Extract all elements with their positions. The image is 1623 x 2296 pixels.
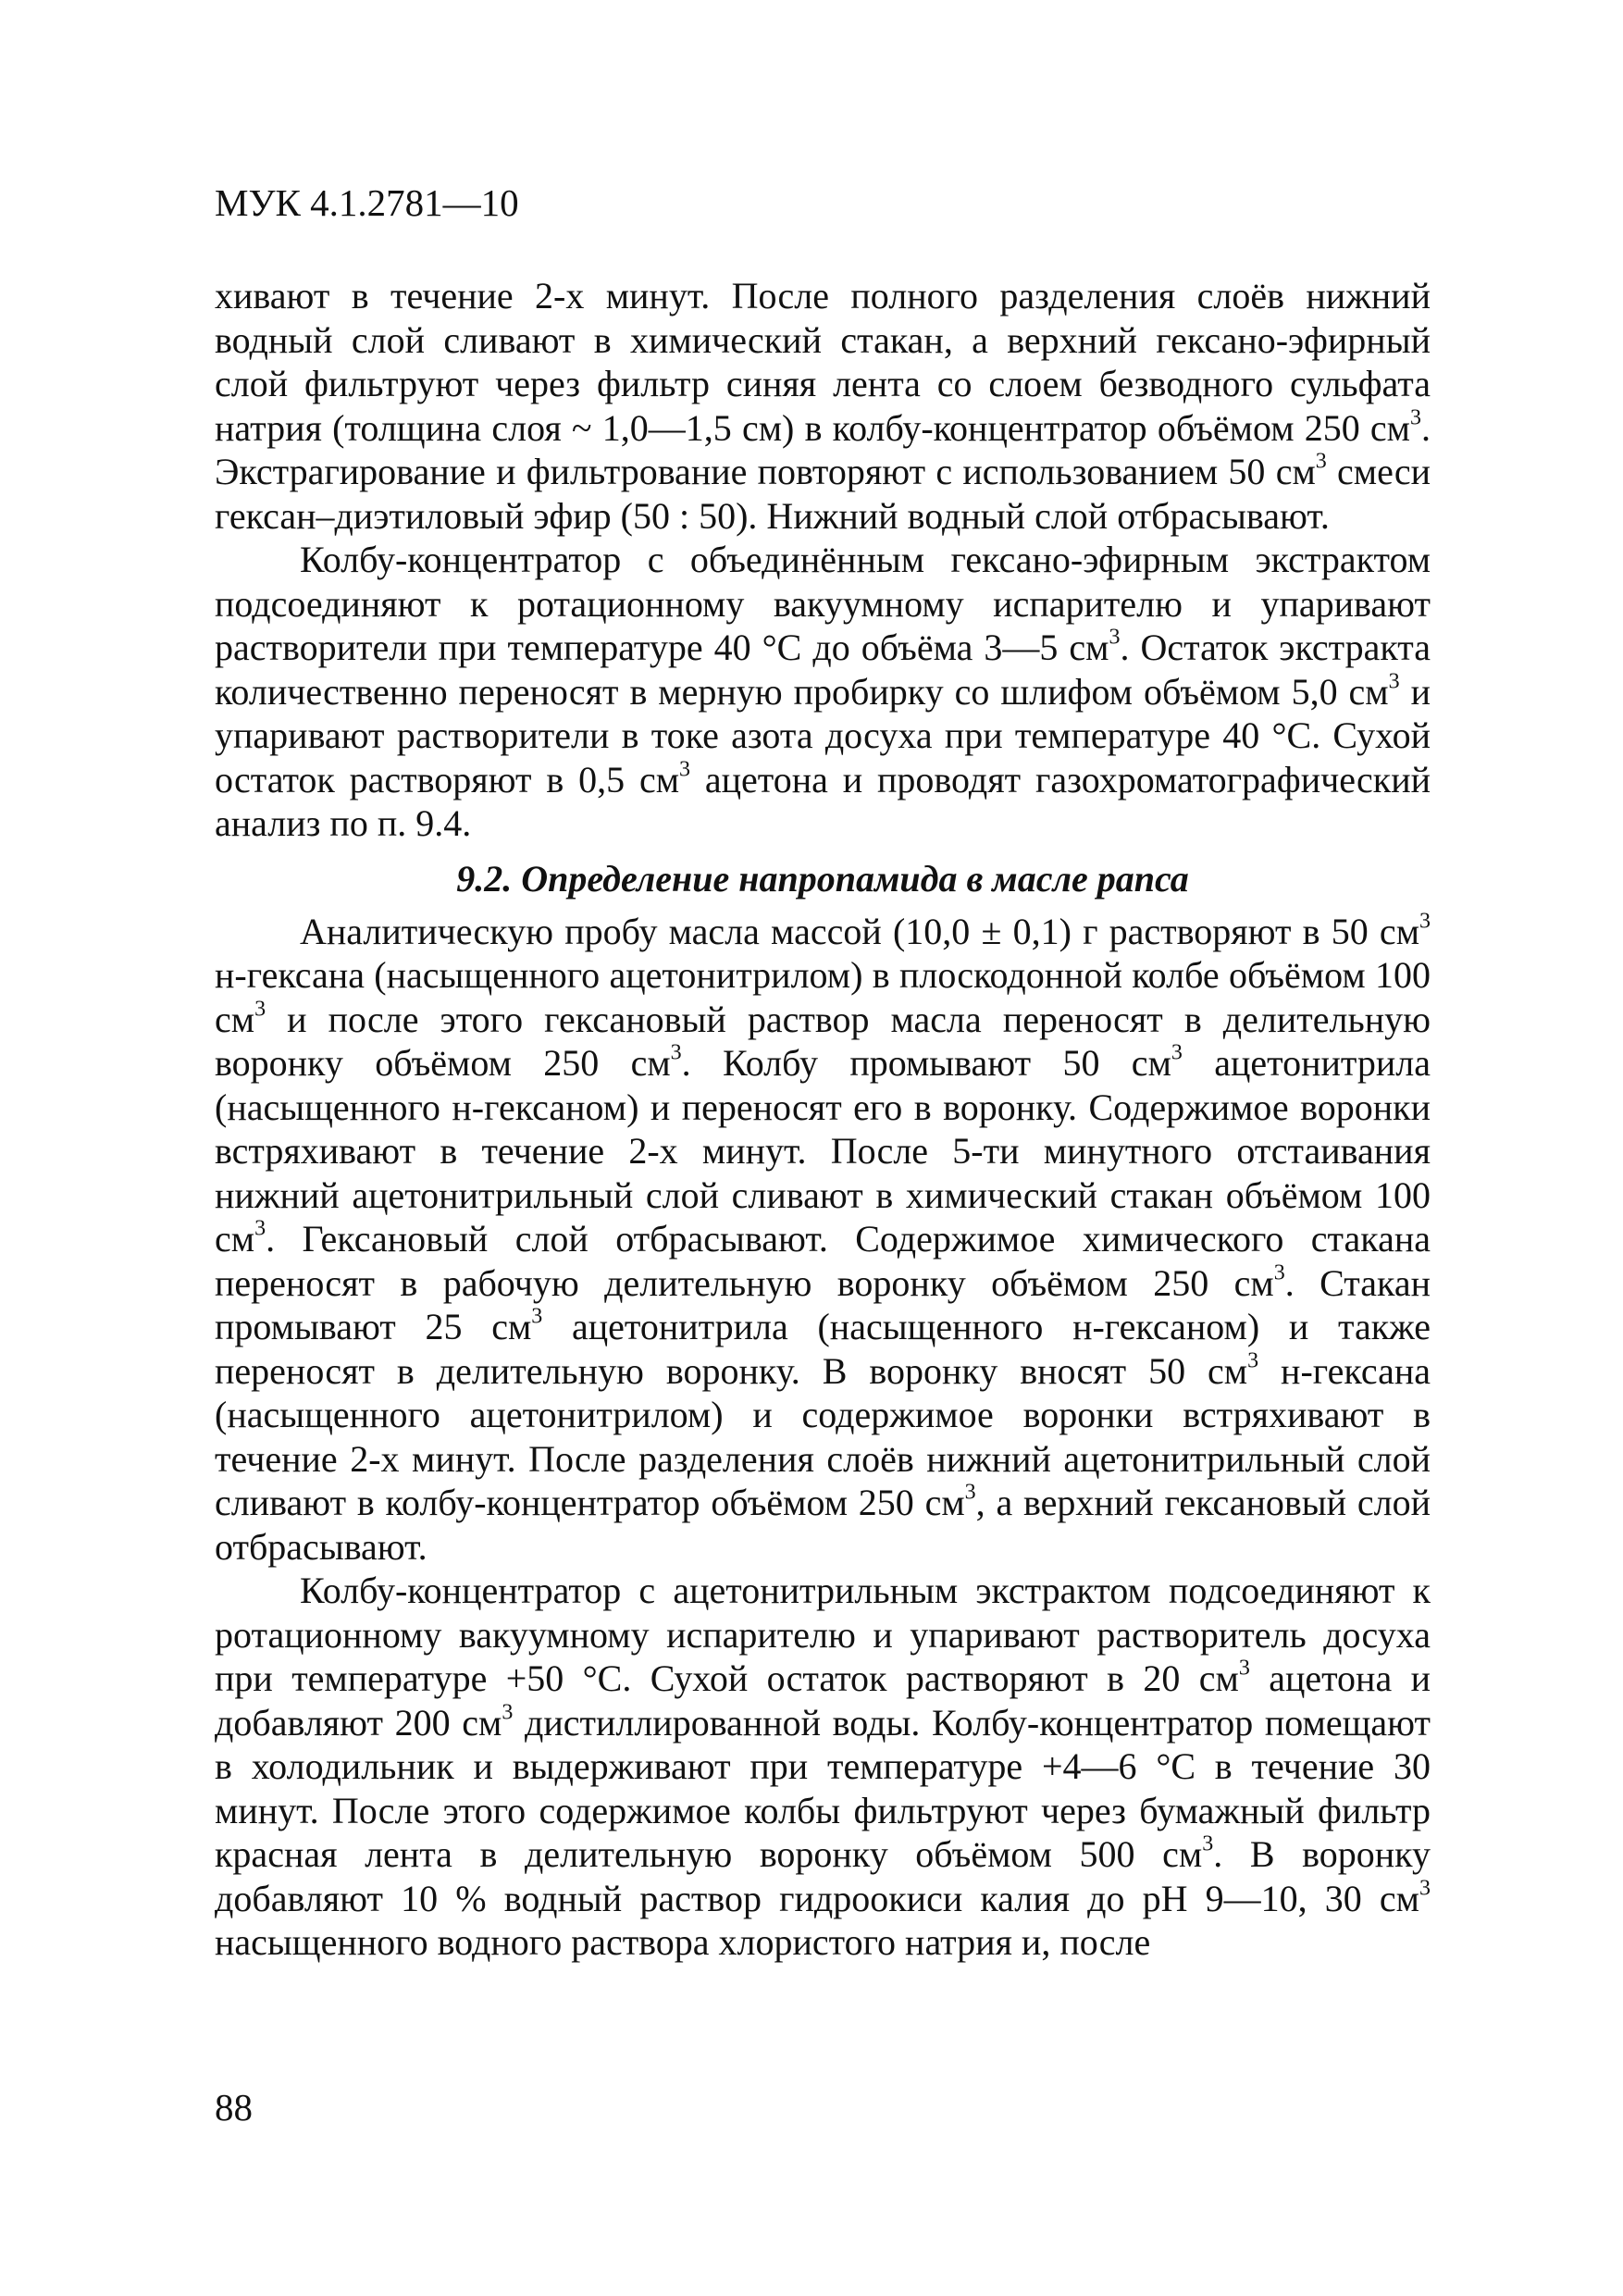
text-run: и упаривают растворители в токе азота досуха при температуре 40 °С. Сухой остаток растворяют в 0,5 см bbox=[215, 670, 1431, 800]
superscript: 3 bbox=[531, 1304, 543, 1329]
page-body bbox=[215, 274, 1431, 1965]
superscript: 3 bbox=[964, 1480, 976, 1505]
text-run: смеси гексан–диэтиловый эфир (50 : 50). Нижний водный слой отбрасывают. bbox=[215, 451, 1431, 537]
superscript: 3 bbox=[1238, 1656, 1250, 1681]
text-run: . Экстрагирование и фильтрование повторяют с использованием 50 см bbox=[215, 406, 1431, 492]
text-run: . Гексановый слой отбрасывают. Содержимое химического стакана переносят в рабочую делительную воронку объёмом 250 см bbox=[215, 1218, 1431, 1304]
text-run: . В воронку добавляют 10 % водный раствор гидроокиси калия до pH 9—10, 30 см bbox=[215, 1833, 1431, 1919]
superscript: 3 bbox=[1388, 669, 1400, 694]
superscript: 3 bbox=[1109, 625, 1121, 650]
text-run: ацетонитрила (насыщенного н-гексаном) и также переносят в делительную воронку. В воронку вносят 50 см bbox=[215, 1306, 1431, 1392]
superscript: 3 bbox=[1419, 909, 1431, 934]
superscript: 3 bbox=[679, 757, 691, 782]
superscript: 3 bbox=[1247, 1348, 1259, 1373]
superscript: 3 bbox=[1273, 1260, 1285, 1285]
superscript: 3 bbox=[1171, 1040, 1183, 1065]
superscript: 3 bbox=[1410, 405, 1421, 430]
text-run: , а верхний гексановый слой отбрасывают. bbox=[215, 1482, 1431, 1568]
text-run: хивают в течение 2-х минут. После полного разделения слоёв нижний водный слой сливают в химический стакан, а верхний гексано-эфирный слой фильтруют через фильтр синяя лента со слоем безводного сульфата натрия (толщина слоя ~ 1,0—1,5 см) в колбу-концентратор объёмом 250 см bbox=[215, 275, 1431, 449]
text-run: Аналитическую пробу масла массой (10,0 ± 0,1) г растворяют в 50 см bbox=[300, 910, 1419, 952]
paragraph-evaporation bbox=[215, 538, 1431, 846]
paragraph-extraction-continued bbox=[215, 274, 1431, 538]
paragraph-oil-sample bbox=[215, 910, 1431, 1570]
text-run: насыщенного водного раствора хлористого натрия и, после bbox=[215, 1921, 1151, 1963]
text-run: . Остаток экстракта количественно переносят в мерную пробирку со шлифом объёмом 5,0 см bbox=[215, 627, 1431, 713]
page-number: 88 bbox=[215, 2086, 253, 2128]
text-run: ацетона и добавляют 200 см bbox=[215, 1657, 1431, 1744]
text-run: и после этого гексановый раствор масла переносят в делительную воронку объёмом 250 см bbox=[215, 998, 1431, 1084]
superscript: 3 bbox=[502, 1700, 514, 1725]
text-run: . Стакан промывают 25 см bbox=[215, 1261, 1431, 1347]
text-run: ацетона и проводят газохроматографический анализ по п. 9.4. bbox=[215, 758, 1431, 844]
superscript: 3 bbox=[254, 997, 266, 1022]
text-run: . Колбу промывают 50 см bbox=[681, 1042, 1171, 1084]
text-run: Колбу-концентратор с ацетонитрильным экстрактом подсоединяют к ротационному вакуумному испарителю и упаривают растворитель досуха при температуре +50 °С. Сухой остаток растворяют в 20 см bbox=[215, 1570, 1431, 1699]
text-run: дистиллированной воды. Колбу-концентратор помещают в холодильник и выдерживают при температуре +4—6 °С в течение 30 минут. После этого содержимое колбы фильтруют через бумажный фильтр красная лента в делительную воронку объёмом 500 см bbox=[215, 1701, 1431, 1875]
superscript: 3 bbox=[1315, 449, 1327, 474]
text-run: Колбу-концентратор с объединённым гексано-эфирным экстрактом подсоединяют к ротационному вакуумному испарителю и упаривают растворители при температуре 40 °С до объёма 3—5 см bbox=[215, 539, 1431, 668]
document-code-header: МУК 4.1.2781—10 bbox=[215, 181, 519, 224]
superscript: 3 bbox=[670, 1040, 682, 1065]
section-heading: 9.2. Определение напропамида в масле рапса bbox=[456, 857, 1189, 900]
text-run: ацетонитрила (насыщенного н-гексаном) и переносят его в воронку. Содержимое воронки встряхивают в течение 2-х минут. После 5-ти минутного отстаивания нижний ацетонитрильный слой сливают в химический стакан объёмом 100 см bbox=[215, 1042, 1431, 1260]
superscript: 3 bbox=[1202, 1831, 1214, 1856]
superscript: 3 bbox=[1419, 1876, 1431, 1901]
paragraph-acetonitrile-extract bbox=[215, 1569, 1431, 1965]
text-run: н-гексана (насыщенного ацетонитрилом) и содержимое воронки встряхивают в течение 2-х минут. После разделения слоёв нижний ацетонитрильный слой сливают в колбу-концентратор объёмом 250 см bbox=[215, 1349, 1431, 1523]
superscript: 3 bbox=[254, 1216, 266, 1241]
text-run: н-гексана (насыщенного ацетонитрилом) в плоскодонной колбе объёмом 100 см bbox=[215, 954, 1431, 1040]
